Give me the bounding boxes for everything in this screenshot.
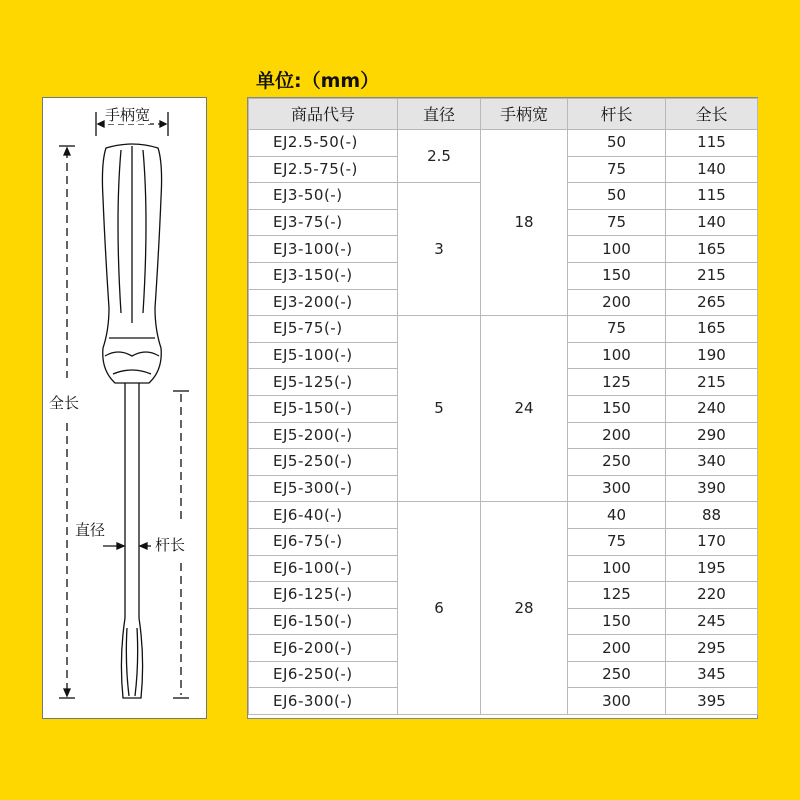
shaft-length-cell: 150 xyxy=(568,395,666,422)
total-length-cell: 395 xyxy=(666,688,758,715)
total-length-cell: 215 xyxy=(666,262,758,289)
total-length-cell: 140 xyxy=(666,209,758,236)
product-code-cell: EJ6-100(-) xyxy=(249,555,398,582)
shaft-length-cell: 250 xyxy=(568,661,666,688)
total-length-cell: 140 xyxy=(666,156,758,183)
product-code-cell: EJ5-200(-) xyxy=(249,422,398,449)
shaft-length-cell: 100 xyxy=(568,555,666,582)
total-length-cell: 165 xyxy=(666,236,758,263)
shaft-length-cell: 75 xyxy=(568,316,666,343)
product-code-cell: EJ5-125(-) xyxy=(249,369,398,396)
handle-width-cell: 28 xyxy=(481,502,568,715)
handle-width-label: 手柄宽 xyxy=(105,106,151,124)
shaft-length-cell: 200 xyxy=(568,289,666,316)
total-length-cell: 295 xyxy=(666,635,758,662)
shaft-length-cell: 40 xyxy=(568,502,666,529)
shaft-length-cell: 50 xyxy=(568,130,666,157)
diameter-cell: 5 xyxy=(398,316,481,502)
product-code-cell: EJ6-200(-) xyxy=(249,635,398,662)
table-row xyxy=(249,316,758,343)
shaft-length-cell: 150 xyxy=(568,262,666,289)
header-product-code: 商品代号 xyxy=(249,99,398,130)
product-code-cell: EJ6-125(-) xyxy=(249,582,398,609)
shaft-length-cell: 150 xyxy=(568,608,666,635)
header-diameter: 直径 xyxy=(398,99,481,130)
product-code-cell: EJ3-150(-) xyxy=(249,262,398,289)
total-length-cell: 165 xyxy=(666,316,758,343)
product-code-cell: EJ6-40(-) xyxy=(249,502,398,529)
shaft-length-cell: 100 xyxy=(568,236,666,263)
total-length-cell: 190 xyxy=(666,342,758,369)
total-length-cell: 340 xyxy=(666,449,758,476)
shaft-length-label: 杆长 xyxy=(155,536,186,554)
diameter-cell: 6 xyxy=(398,502,481,715)
diameter-cell: 2.5 xyxy=(398,130,481,183)
shaft-length-cell: 300 xyxy=(568,688,666,715)
product-code-cell: EJ6-150(-) xyxy=(249,608,398,635)
diameter-label: 直径 xyxy=(75,521,106,539)
total-length-cell: 345 xyxy=(666,661,758,688)
product-code-cell: EJ6-300(-) xyxy=(249,688,398,715)
product-code-cell: EJ3-200(-) xyxy=(249,289,398,316)
spec-table-container xyxy=(247,97,758,719)
product-code-cell: EJ5-150(-) xyxy=(249,395,398,422)
header-handle-width: 手柄宽 xyxy=(481,99,568,130)
total-length-cell: 220 xyxy=(666,582,758,609)
shaft-length-cell: 50 xyxy=(568,183,666,210)
total-length-cell: 88 xyxy=(666,502,758,529)
product-code-cell: EJ2.5-50(-) xyxy=(249,130,398,157)
total-length-cell: 290 xyxy=(666,422,758,449)
shaft-length-cell: 75 xyxy=(568,156,666,183)
product-code-cell: EJ3-75(-) xyxy=(249,209,398,236)
shaft-length-cell: 300 xyxy=(568,475,666,502)
shaft-length-cell: 125 xyxy=(568,369,666,396)
total-length-cell: 195 xyxy=(666,555,758,582)
total-length-cell: 265 xyxy=(666,289,758,316)
total-length-cell: 170 xyxy=(666,528,758,555)
product-code-cell: EJ6-250(-) xyxy=(249,661,398,688)
total-length-cell: 215 xyxy=(666,369,758,396)
product-code-cell: EJ2.5-75(-) xyxy=(249,156,398,183)
total-length-cell: 245 xyxy=(666,608,758,635)
table-header-row xyxy=(249,99,758,130)
header-total-length: 全长 xyxy=(666,99,758,130)
shaft-length-cell: 200 xyxy=(568,635,666,662)
shaft-length-cell: 75 xyxy=(568,209,666,236)
shaft-length-cell: 100 xyxy=(568,342,666,369)
total-length-cell: 240 xyxy=(666,395,758,422)
diameter-cell: 3 xyxy=(398,183,481,316)
table-row xyxy=(249,130,758,157)
handle-width-cell: 18 xyxy=(481,130,568,316)
header-shaft-length: 杆长 xyxy=(568,99,666,130)
shaft-length-cell: 200 xyxy=(568,422,666,449)
product-code-cell: EJ5-300(-) xyxy=(249,475,398,502)
shaft-length-cell: 250 xyxy=(568,449,666,476)
total-length-label: 全长 xyxy=(49,394,80,412)
screwdriver-diagram xyxy=(42,97,207,719)
table-body xyxy=(249,130,758,715)
product-code-cell: EJ5-100(-) xyxy=(249,342,398,369)
product-code-cell: EJ6-75(-) xyxy=(249,528,398,555)
unit-title: 单位:（mm） xyxy=(256,70,380,92)
total-length-cell: 115 xyxy=(666,130,758,157)
table-row xyxy=(249,502,758,529)
spec-table xyxy=(248,98,758,715)
handle-width-cell: 24 xyxy=(481,316,568,502)
product-code-cell: EJ5-75(-) xyxy=(249,316,398,343)
product-code-cell: EJ3-50(-) xyxy=(249,183,398,210)
shaft-length-cell: 75 xyxy=(568,528,666,555)
product-code-cell: EJ3-100(-) xyxy=(249,236,398,263)
shaft-length-cell: 125 xyxy=(568,582,666,609)
total-length-cell: 390 xyxy=(666,475,758,502)
total-length-cell: 115 xyxy=(666,183,758,210)
product-code-cell: EJ5-250(-) xyxy=(249,449,398,476)
